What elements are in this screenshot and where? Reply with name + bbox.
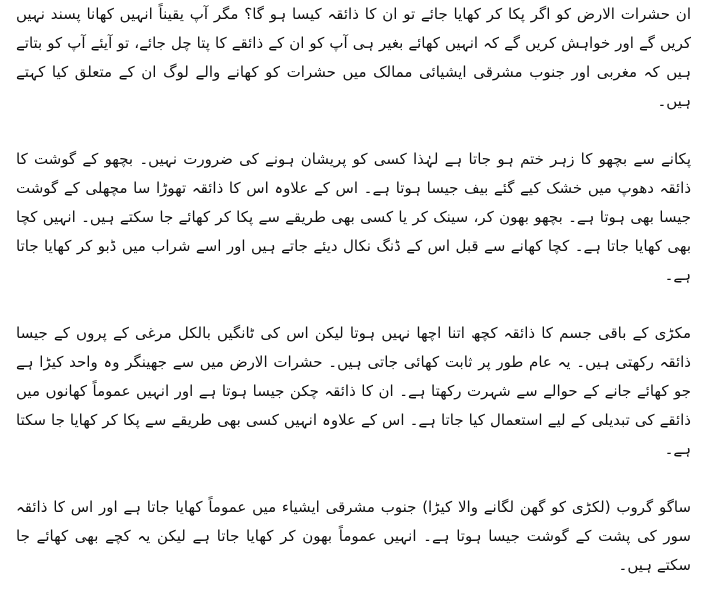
paragraph-sago-grub: ساگو گروب (لکڑی کو گھن لگانے والا کیڑا) جنوب مشرقی ایشیاء میں عموماً کھایا جاتا ہے اور اس کا ذائقہ سور کی پشت کے گوشت جیسا ہوتا ہے۔ انہیں عموماً بھون کر کھایا جاتا ہے لیکن یہ کچے بھی کھائے جا سکتے ہیں۔ [16,498,691,574]
paragraph-intro: ان حشرات الارض کو اگر پکا کر کھایا جائے تو ان کا ذائقہ کیسا ہو گا؟ مگر آپ یقیناً انہیں کھانا پسند نہیں کریں گے اور خواہش کریں گے کہ انہیں کھائے بغیر ہی آپ کو ان کے ذائقے کا پتا چل جائے، تو آیئے آپ کو بتاتے ہیں کہ مغربی اور جنوب مشرقی ایشیائی ممالک میں حشرات کو کھانے والے لوگ ان کے متعلق کیا کہتے ہیں۔ [16,5,691,110]
article-body [16,0,691,580]
paragraph-scorpion: پکانے سے بچھو کا زہر ختم ہو جاتا ہے لہٰذا کسی کو پریشان ہونے کی ضرورت نہیں۔ بچھو کے گوشت کا ذائقہ دھوپ میں خشک کیے گئے بیف جیسا ہوتا ہے۔ اس کے علاوہ اس کا ذائقہ تھوڑا سا مچھلی کے گوشت جیسا بھی ہوتا ہے۔ بچھو بھون کر، سینک کر یا کسی بھی طریقے سے پکا کر کھائے جا سکتے ہیں۔ انہیں کچا بھی کھایا جاتا ہے۔ کچا کھانے سے قبل اس کے ڈنگ نکال دیئے جاتے ہیں اور اسے شراب میں ڈبو کر کھایا جاتا ہے۔ [16,150,691,284]
paragraph-spider-cricket: مکڑی کے باقی جسم کا ذائقہ کچھ اتنا اچھا نہیں ہوتا لیکن اس کی ٹانگیں بالکل مرغی کے پروں کے جیسا ذائقہ رکھتی ہیں۔ یہ عام طور پر ثابت کھائی جاتی ہیں۔ حشرات الارض میں سے جھینگر وہ واحد کیڑا ہے جو کھائے جانے کے حوالے سے شہرت رکھتا ہے۔ ان کا ذائقہ چکن جیسا ہوتا ہے اور انہیں عموماً کھانوں میں ذائقے کی تبدیلی کے لیے استعمال کیا جاتا ہے۔ اس کے علاوہ انہیں کسی بھی طریقے سے پکا کر کھایا جا سکتا ہے۔ [16,324,691,458]
